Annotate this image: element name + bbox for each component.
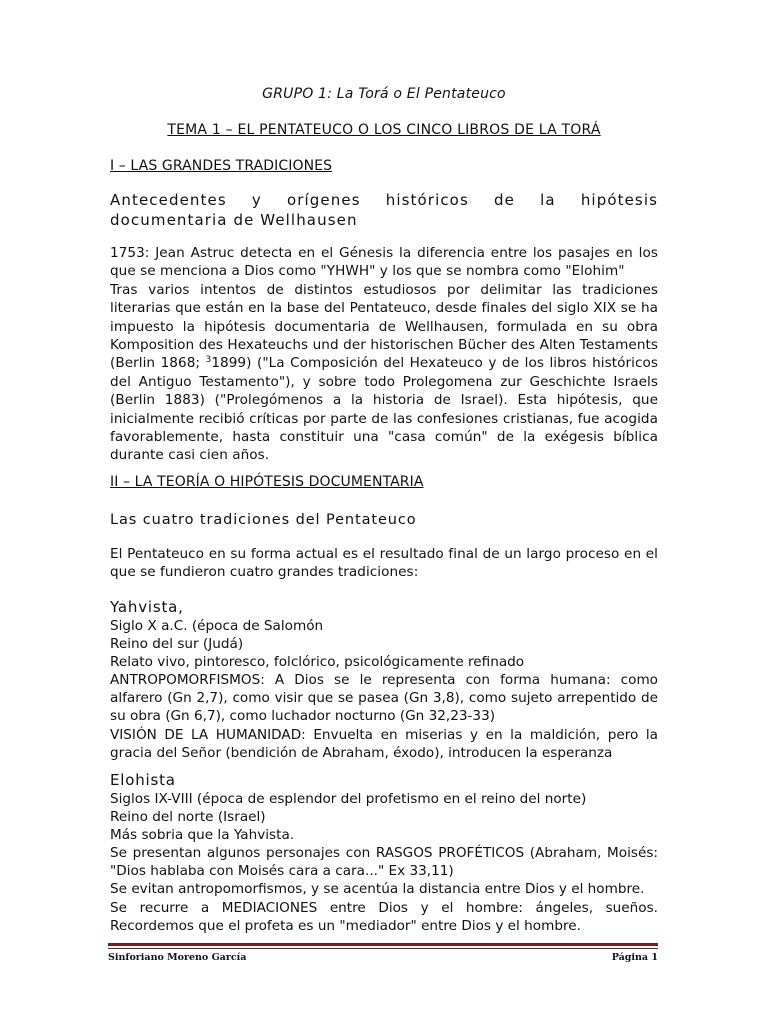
text-line: Más sobria que la Yahvista.: [110, 827, 295, 844]
text-line: VISIÓN DE LA HUMANIDAD: Envuelta en miserias y en la maldición, pero la: [110, 726, 658, 743]
text-line: "Dios hablaba con Moisés cara a cara..." Ex 33,11): [110, 863, 454, 880]
footer-rule-thin: [108, 948, 658, 949]
text-line: 1753: Jean Astruc detecta en el Génesis la diferencia entre los pasajes en los: [110, 245, 658, 261]
text-line: Relato vivo, pintoresco, folclórico, psicológicamente refinado: [110, 654, 525, 671]
document-title: GRUPO 1: La Torá o El Pentateuco: [262, 86, 506, 102]
tradition-name: Yahvista,: [110, 598, 184, 616]
text-line: Se presentan algunos personajes con RASGOS PROFÉTICOS (Abraham, Moisés:: [110, 845, 658, 862]
tradition-elohista: [110, 770, 658, 935]
text-line: gracia del Señor (bendición de Abraham, éxodo), introducen la esperanza: [110, 744, 613, 761]
section-subheading-1: Antecedentes y orígenes históricos de la hipótesis documentaria de Wellhausen: [110, 191, 658, 229]
text-line: (Berlin 1883) ("Prolegómenos a la historia de Israel). Esta hipótesis, que: [110, 392, 658, 409]
text-line: Reino del norte (Israel): [110, 809, 266, 826]
text-fragment: (Berlin 1868;: [110, 355, 206, 372]
paragraph-history: [110, 244, 658, 465]
tradition-name: Elohista: [110, 771, 176, 789]
text-line: El Pentateuco en su forma actual es el resultado final de un largo proceso en el: [110, 546, 658, 562]
text-line: alfarero (Gn 2,7), como visir que se pasea (Gn 3,8), como sujeto arrepentido de: [110, 690, 658, 707]
section-subheading-2: Las cuatro tradiciones del Pentateuco: [110, 512, 417, 528]
text-line: Komposition des Hexateuchs und der historischen Bücher des Alten Testaments: [110, 337, 658, 354]
text-line: favorablemente, hasta constituir una "casa común" de la exégesis bíblica: [110, 429, 658, 446]
section-heading-1: I – LAS GRANDES TRADICIONES: [110, 158, 333, 174]
text-line: Siglos IX-VIII (época de esplendor del profetismo en el reino del norte): [110, 791, 587, 807]
text-line: su obra (Gn 6,7), como luchador nocturno (Gn 32,23-33): [110, 708, 496, 725]
tema-heading: TEMA 1 – EL PENTATEUCO O LOS CINCO LIBROS DE LA TORÁ: [167, 122, 601, 138]
text-line: Se evitan antropomorfismos, y se acentúa la distancia entre Dios y el hombre.: [110, 881, 645, 898]
text-line: Tras varios intentos de distintos estudiosos por delimitar las tradiciones: [110, 281, 658, 298]
text-line: Se recurre a MEDIACIONES entre Dios y el hombre: ángeles, sueños.: [110, 899, 658, 916]
text-line: impuesto la hipótesis documentaria de Wellhausen, formulada en su obra: [110, 318, 658, 335]
footer-rule-thick: [108, 943, 658, 946]
footer-author: Sinforiano Moreno García: [108, 952, 247, 963]
text-line-with-superscript: [110, 354, 658, 372]
superscript: 3: [205, 355, 212, 366]
paragraph-intro: [110, 545, 658, 582]
tradition-yahvista: [110, 597, 658, 762]
text-line: que se menciona a Dios como "YHWH" y los que se nombra como "Elohim": [110, 263, 625, 280]
text-line: literarias que están en la base del Pentateuco, desde finales del siglo XIX se ha: [110, 300, 658, 317]
text-line: ANTROPOMORFISMOS: A Dios se le representa con forma humana: como: [110, 672, 658, 689]
footer-page-number: Página 1: [611, 952, 658, 963]
text-line: que se fundieron cuatro grandes tradiciones:: [110, 564, 419, 581]
text-line: durante casi cien años.: [110, 447, 270, 464]
text-line: inicialmente recibió críticas por parte de las confesiones cristianas, fue acogida: [110, 410, 658, 427]
section-heading-2: II – LA TEORÍA O HIPÓTESIS DOCUMENTARIA: [110, 474, 424, 490]
text-line: Siglo X a.C. (época de Salomón: [110, 618, 324, 634]
text-fragment: 1899) ("La Composición del Hexateuco y de los libros históricos: [211, 355, 658, 372]
text-line: del Antiguo Testamento"), y sobre todo Prolegomena zur Geschichte Israels: [110, 373, 658, 390]
text-line: Recordemos que el profeta es un "mediador" entre Dios y el hombre.: [110, 917, 581, 934]
text-line: Reino del sur (Judá): [110, 636, 244, 653]
